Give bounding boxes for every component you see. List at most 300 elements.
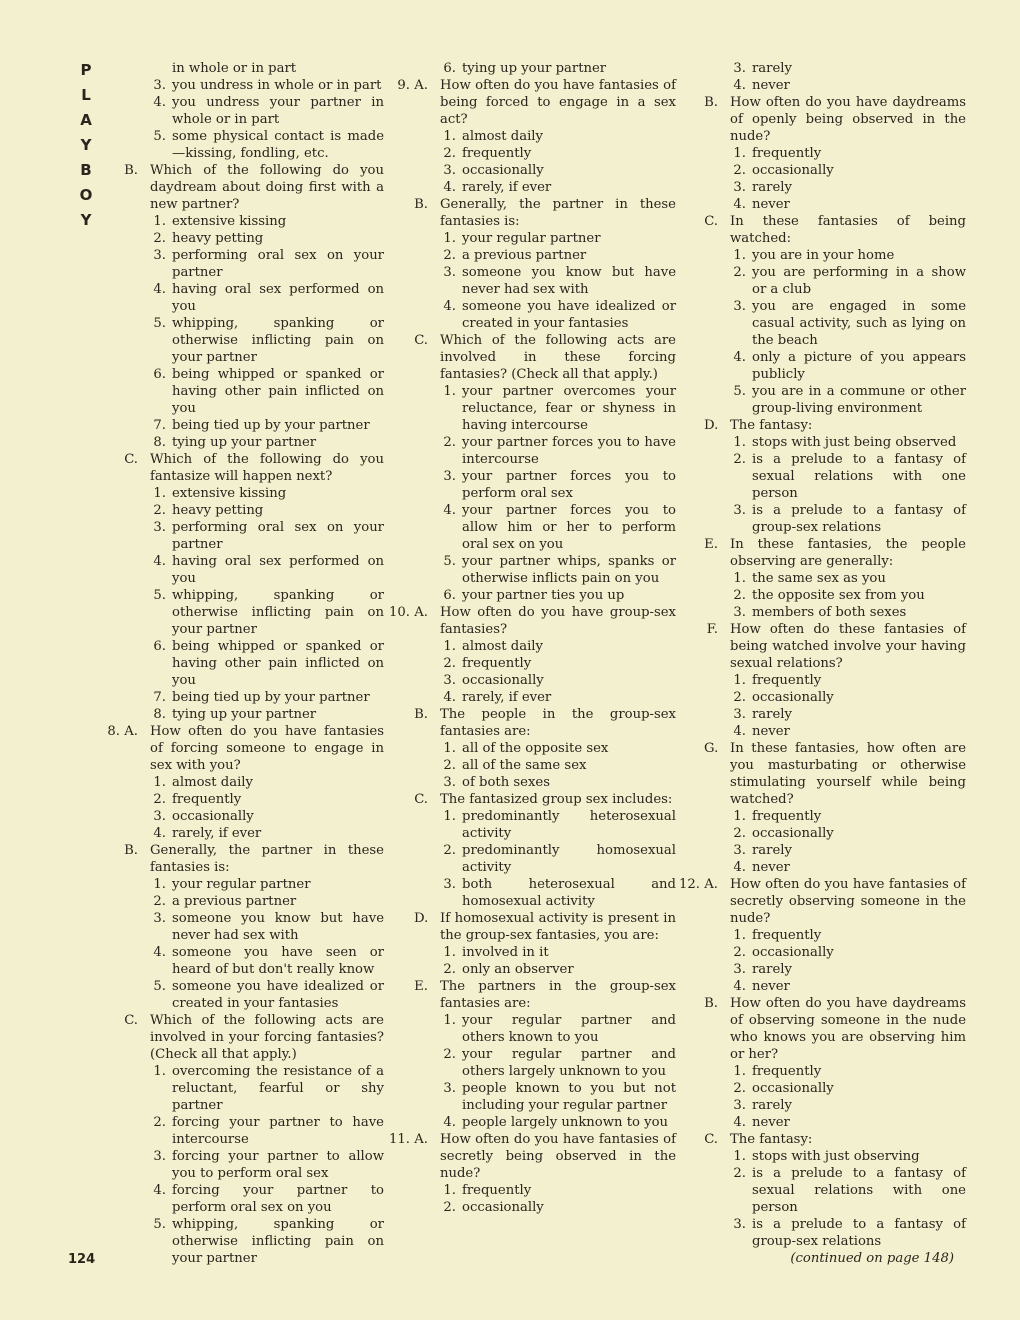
option-number: 1.: [443, 1013, 456, 1028]
answer-option: [108, 213, 384, 230]
option-number: 1.: [733, 435, 746, 450]
question-part: [688, 740, 966, 808]
option-number: 1.: [153, 214, 166, 229]
answer-option: [108, 910, 384, 944]
option-number: 1.: [153, 1064, 166, 1079]
question-text: How often do you have fantasies of secretly observing someone in the nude?: [730, 877, 966, 926]
answer-option: [688, 1148, 966, 1165]
option-number: 3.: [733, 707, 746, 722]
option-number: 4.: [443, 180, 456, 195]
option-number: 1.: [733, 673, 746, 688]
option-text: frequently: [752, 1064, 822, 1079]
option-number: 2.: [443, 962, 456, 977]
masthead-letter: Y: [80, 136, 92, 154]
option-number: 3.: [443, 163, 456, 178]
question-text: The fantasized group sex includes:: [440, 792, 673, 807]
option-text: frequently: [752, 146, 822, 161]
masthead-letter: O: [79, 186, 93, 204]
option-text: rarely: [752, 180, 792, 195]
option-text: the same sex as you: [752, 571, 886, 586]
question-part-letter: B.: [124, 843, 138, 858]
option-number: 1.: [443, 1183, 456, 1198]
answer-option: [688, 60, 966, 77]
option-number: 3.: [733, 962, 746, 977]
option-text: whipping, spanking or otherwise inflicting pain on your partner: [172, 588, 384, 637]
answer-option: [398, 1182, 676, 1199]
option-number: 1.: [443, 639, 456, 654]
question-text: Generally, the partner in these fantasies is:: [150, 843, 384, 875]
question-item: [398, 77, 676, 128]
option-text: heavy petting: [172, 231, 264, 246]
option-text: the opposite sex from you: [752, 588, 925, 603]
option-number: 8.: [153, 435, 166, 450]
answer-option: [108, 94, 384, 128]
answer-option: [398, 128, 676, 145]
option-text: forcing your partner to perform oral sex on you: [172, 1183, 384, 1215]
answer-option: [108, 417, 384, 434]
option-number: 2.: [733, 945, 746, 960]
option-number: 3.: [733, 299, 746, 314]
question-part: [688, 417, 966, 434]
option-text: frequently: [752, 673, 822, 688]
option-number: 2.: [733, 163, 746, 178]
option-text: your partner forces you to allow him or her to perform oral sex on you: [462, 503, 676, 552]
question-text: Which of the following acts are involved in your forcing fantasies? (Check all that apply.): [150, 1013, 384, 1062]
question-part-letter: B.: [414, 197, 428, 212]
option-text: you are engaged in some casual activity, such as lying on the beach: [752, 299, 966, 348]
option-text: people known to you but not including your regular partner: [462, 1081, 676, 1113]
answer-option: [398, 1046, 676, 1080]
option-number: 1.: [733, 1149, 746, 1164]
masthead-letter: Y: [80, 211, 92, 229]
masthead-letter: A: [80, 111, 92, 129]
option-text: occasionally: [752, 163, 834, 178]
question-number: 8.: [107, 724, 120, 739]
answer-option: [688, 349, 966, 383]
option-text: your regular partner and others known to you: [462, 1013, 676, 1045]
option-number: 2.: [733, 1081, 746, 1096]
question-part-letter: B.: [124, 163, 138, 178]
option-text: occasionally: [752, 690, 834, 705]
option-number: 2.: [153, 792, 166, 807]
option-text: all of the opposite sex: [462, 741, 609, 756]
answer-option: [688, 944, 966, 961]
option-number: 2.: [443, 248, 456, 263]
answer-option: [108, 553, 384, 587]
answer-option: [108, 315, 384, 366]
option-number: 3.: [153, 1149, 166, 1164]
option-number: 3.: [733, 605, 746, 620]
question-text: If homosexual activity is present in the group-sex fantasies, you are:: [440, 911, 676, 943]
option-number: 1.: [153, 486, 166, 501]
option-text: predominantly heterosexual activity: [462, 809, 676, 841]
answer-option: [688, 842, 966, 859]
question-text: Generally, the partner in these fantasies is:: [440, 197, 676, 229]
answer-option: [398, 502, 676, 553]
question-part: [688, 621, 966, 672]
option-text: being whipped or spanked or having other pain inflicted on you: [172, 367, 384, 416]
answer-option: [688, 723, 966, 740]
answer-option: [398, 179, 676, 196]
question-text: In these fantasies, how often are you masturbating or otherwise stimulating yourself while being watched?: [730, 741, 966, 807]
option-text: your regular partner and others largely unknown to you: [462, 1047, 676, 1079]
question-part-letter: G.: [704, 741, 719, 756]
answer-option: [688, 162, 966, 179]
option-text: performing oral sex on your partner: [172, 248, 384, 280]
option-text: tying up your partner: [172, 707, 317, 722]
option-text: occasionally: [752, 826, 834, 841]
option-text: you are in your home: [752, 248, 895, 263]
answer-option: [108, 1114, 384, 1148]
option-number: 2.: [733, 1166, 746, 1181]
answer-option: [688, 451, 966, 502]
answer-option: [108, 247, 384, 281]
answer-option: [108, 876, 384, 893]
option-number: 1.: [733, 809, 746, 824]
answer-option: [398, 247, 676, 264]
option-number: 2.: [443, 1047, 456, 1062]
option-text: you are in a commune or other group-living environment: [752, 384, 966, 416]
question-text: How often do you have fantasies of being forced to engage in a sex act?: [440, 78, 676, 127]
option-number: 3.: [153, 248, 166, 263]
question-part: [108, 842, 384, 876]
option-text: in whole or in part: [172, 61, 297, 76]
question-part: [108, 1012, 384, 1063]
option-number: 1.: [153, 877, 166, 892]
option-text: occasionally: [462, 163, 544, 178]
answer-option: [108, 774, 384, 791]
answer-option: [108, 706, 384, 723]
answer-option: [398, 60, 676, 77]
masthead-letter: L: [81, 86, 91, 104]
question-part-letter: C.: [124, 452, 138, 467]
answer-option: [108, 230, 384, 247]
question-text: How often do you have fantasies of secretly being observed in the nude?: [440, 1132, 676, 1181]
option-text: only a picture of you appears publicly: [752, 350, 966, 382]
answer-option: [688, 145, 966, 162]
answer-option: [398, 145, 676, 162]
option-text: you undress in whole or in part: [172, 78, 382, 93]
option-number: 3.: [733, 1098, 746, 1113]
question-part: [398, 196, 676, 230]
option-text: having oral sex performed on you: [172, 282, 384, 314]
answer-option: [688, 1114, 966, 1131]
answer-option: [398, 1080, 676, 1114]
answer-option: [398, 672, 676, 689]
question-part: [398, 332, 676, 383]
answer-option: [688, 179, 966, 196]
option-number: 3.: [443, 877, 456, 892]
question-part: [688, 94, 966, 145]
answer-option: [688, 570, 966, 587]
answer-option: [398, 587, 676, 604]
option-text: only an observer: [462, 962, 574, 977]
question-text: Which of the following acts are involved in these forcing fantasies? (Check all that apply.): [440, 333, 676, 382]
question-part-letter: C.: [704, 214, 718, 229]
question-item: [389, 1131, 676, 1182]
option-number: 4.: [733, 860, 746, 875]
option-number: 1.: [443, 809, 456, 824]
answer-option: [108, 587, 384, 638]
option-text: your partner forces you to perform oral sex: [462, 469, 676, 501]
answer-option: [398, 553, 676, 587]
option-text: occasionally: [462, 673, 544, 688]
option-number: 4.: [153, 554, 166, 569]
option-number: 1.: [733, 928, 746, 943]
option-number: 4.: [443, 690, 456, 705]
option-text: your partner ties you up: [462, 588, 625, 603]
option-text: forcing your partner to allow you to perform oral sex: [172, 1149, 384, 1181]
question-part: [688, 536, 966, 570]
option-text: never: [752, 860, 790, 875]
answer-option: [108, 944, 384, 978]
option-text: frequently: [172, 792, 242, 807]
option-number: 3.: [733, 61, 746, 76]
question-item: [679, 876, 966, 927]
masthead-letter: B: [80, 161, 92, 179]
option-number: 2.: [153, 894, 166, 909]
option-number: 2.: [733, 452, 746, 467]
option-text: involved in it: [462, 945, 549, 960]
answer-option: [688, 1063, 966, 1080]
option-text: your regular partner: [462, 231, 601, 246]
question-part-letter: C.: [414, 792, 428, 807]
option-number: 5.: [153, 1217, 166, 1232]
option-number: 1.: [733, 571, 746, 586]
answer-option: [108, 519, 384, 553]
question-part: [398, 978, 676, 1012]
option-text: someone you have idealized or created in your fantasies: [172, 979, 384, 1011]
question-number: 10.: [389, 605, 410, 620]
option-text: your partner whips, spanks or otherwise inflicts pain on you: [462, 554, 676, 586]
option-number: 1.: [443, 231, 456, 246]
question-text: The fantasy:: [730, 1132, 813, 1147]
option-number: 4.: [733, 724, 746, 739]
option-text: tying up your partner: [462, 61, 607, 76]
option-text: rarely: [752, 1098, 792, 1113]
option-text: frequently: [462, 656, 532, 671]
option-number: 4.: [153, 95, 166, 110]
masthead-letter: P: [80, 61, 92, 79]
option-number: 1.: [443, 129, 456, 144]
option-number: 6.: [443, 588, 456, 603]
question-part: [688, 995, 966, 1063]
question-text: The people in the group-sex fantasies are:: [440, 707, 676, 739]
question-text: How often do you have fantasies of forcing someone to engage in sex with you?: [150, 724, 384, 773]
option-number: 4.: [443, 299, 456, 314]
option-number: 2.: [733, 826, 746, 841]
option-number: 5.: [153, 588, 166, 603]
option-number: 3.: [443, 1081, 456, 1096]
question-part-letter: E.: [414, 979, 428, 994]
answer-option: [688, 706, 966, 723]
question-text: How often do you have daydreams of observing someone in the nude who knows you are observing him or her?: [730, 996, 966, 1062]
option-text: stops with just being observed: [752, 435, 957, 450]
option-number: 4.: [153, 1183, 166, 1198]
option-text: almost daily: [462, 129, 543, 144]
answer-option: [688, 502, 966, 536]
answer-option: [108, 978, 384, 1012]
question-number: 11.: [389, 1132, 410, 1147]
answer-option: [398, 1012, 676, 1046]
option-number: 2.: [733, 265, 746, 280]
answer-option: [108, 502, 384, 519]
question-item: [389, 604, 676, 638]
answer-option: [398, 740, 676, 757]
option-text: rarely, if ever: [462, 690, 552, 705]
answer-option: [688, 689, 966, 706]
option-text: all of the same sex: [462, 758, 587, 773]
option-number: 2.: [733, 588, 746, 603]
question-text: How often do you have group-sex fantasies?: [440, 605, 676, 637]
answer-option: [688, 978, 966, 995]
option-number: 5.: [153, 316, 166, 331]
answer-option: [108, 128, 384, 162]
option-number: 6.: [443, 61, 456, 76]
answer-option: [688, 961, 966, 978]
option-number: 4.: [153, 826, 166, 841]
question-item: [108, 723, 384, 774]
answer-option: [398, 1199, 676, 1216]
option-number: 4.: [733, 979, 746, 994]
option-number: 4.: [153, 945, 166, 960]
answer-option: [108, 791, 384, 808]
answer-option: [398, 876, 676, 910]
option-number: 4.: [153, 282, 166, 297]
option-number: 1.: [443, 945, 456, 960]
answer-option: [108, 485, 384, 502]
option-text: your regular partner: [172, 877, 311, 892]
option-number: 1.: [443, 384, 456, 399]
answer-option: [688, 434, 966, 451]
question-text: In these fantasies, the people observing are generally:: [730, 537, 966, 569]
option-number: 3.: [153, 911, 166, 926]
answer-option: [688, 1097, 966, 1114]
option-number: 5.: [153, 129, 166, 144]
question-part-letter: C.: [704, 1132, 718, 1147]
question-part: [398, 791, 676, 808]
option-number: 1.: [733, 248, 746, 263]
option-text: your partner forces you to have intercourse: [462, 435, 676, 467]
answer-option: [688, 927, 966, 944]
option-text: occasionally: [752, 1081, 834, 1096]
column-left: [108, 60, 384, 1267]
option-number: 1.: [733, 1064, 746, 1079]
option-text: extensive kissing: [172, 214, 287, 229]
option-text: almost daily: [172, 775, 253, 790]
option-text: being whipped or spanked or having other pain inflicted on you: [172, 639, 384, 688]
option-number: 4.: [733, 1115, 746, 1130]
option-text: stops with just observing: [752, 1149, 920, 1164]
answer-option: [108, 825, 384, 842]
answer-option: [108, 1063, 384, 1114]
option-number: 2.: [153, 503, 166, 518]
option-text: both heterosexual and homosexual activity: [462, 877, 676, 909]
option-text: you are performing in a show or a club: [752, 265, 966, 297]
option-text: frequently: [462, 1183, 532, 1198]
question-part-letter: D.: [704, 418, 719, 433]
question-part-letter: F.: [706, 622, 718, 637]
answer-option: [108, 893, 384, 910]
answer-option: [108, 281, 384, 315]
option-text: members of both sexes: [752, 605, 907, 620]
option-number: 3.: [733, 1217, 746, 1232]
option-number: 3.: [443, 469, 456, 484]
option-text: of both sexes: [462, 775, 550, 790]
answer-option: [398, 774, 676, 791]
answer-option: [398, 944, 676, 961]
question-text: How often do these fantasies of being watched involve your having sexual relations?: [730, 622, 966, 671]
question-part-letter: C.: [124, 1013, 138, 1028]
answer-option: [688, 264, 966, 298]
option-text: having oral sex performed on you: [172, 554, 384, 586]
option-text: overcoming the resistance of a reluctant, fearful or shy partner: [172, 1064, 384, 1113]
option-number: 3.: [153, 78, 166, 93]
option-number: 4.: [733, 197, 746, 212]
option-number: 2.: [443, 1200, 456, 1215]
option-text: someone you have seen or heard of but don't really know: [172, 945, 384, 977]
question-part-letter: A.: [124, 724, 138, 739]
answer-option: [688, 383, 966, 417]
page-number: 124: [68, 1252, 96, 1267]
option-text: is a prelude to a fantasy of sexual relations with one person: [752, 452, 966, 501]
option-number: 3.: [443, 673, 456, 688]
option-text: a previous partner: [172, 894, 297, 909]
answer-option: [108, 434, 384, 451]
answer-option: [398, 842, 676, 876]
column-right: [679, 60, 966, 1267]
option-text: heavy petting: [172, 503, 264, 518]
question-part-letter: C.: [414, 333, 428, 348]
option-text: almost daily: [462, 639, 543, 654]
option-text: never: [752, 979, 790, 994]
option-number: 2.: [443, 843, 456, 858]
question-part-letter: A.: [414, 78, 428, 93]
option-text: whipping, spanking or otherwise inflicting pain on your partner: [172, 1217, 384, 1266]
answer-option: [398, 689, 676, 706]
answer-option: [688, 1216, 966, 1250]
answer-option: [688, 587, 966, 604]
answer-option: [398, 638, 676, 655]
option-text: someone you know but have never had sex with: [172, 911, 384, 943]
question-text: The fantasy:: [730, 418, 813, 433]
option-number: 2.: [153, 231, 166, 246]
answer-option: [688, 247, 966, 264]
question-part: [398, 910, 676, 944]
option-text: people largely unknown to you: [462, 1115, 669, 1130]
masthead-vertical: [68, 58, 104, 233]
column-middle: [389, 60, 676, 1216]
option-number: 3.: [153, 809, 166, 824]
answer-option: [688, 77, 966, 94]
answer-option: [108, 1216, 384, 1267]
option-text: rarely, if ever: [462, 180, 552, 195]
option-number: 3.: [733, 503, 746, 518]
option-number: 3.: [443, 265, 456, 280]
option-text: forcing your partner to have intercourse: [172, 1115, 384, 1147]
answer-option: [108, 1148, 384, 1182]
question-text: Which of the following do you daydream about doing first with a new partner?: [150, 163, 384, 212]
option-text: rarely: [752, 707, 792, 722]
option-text: frequently: [752, 928, 822, 943]
option-text: whipping, spanking or otherwise inflicting pain on your partner: [172, 316, 384, 365]
question-text: In these fantasies of being watched:: [730, 214, 966, 246]
answer-option: [688, 1080, 966, 1097]
option-text: rarely: [752, 843, 792, 858]
option-number: 3.: [443, 775, 456, 790]
option-text: predominantly homosexual activity: [462, 843, 676, 875]
answer-option: [398, 961, 676, 978]
